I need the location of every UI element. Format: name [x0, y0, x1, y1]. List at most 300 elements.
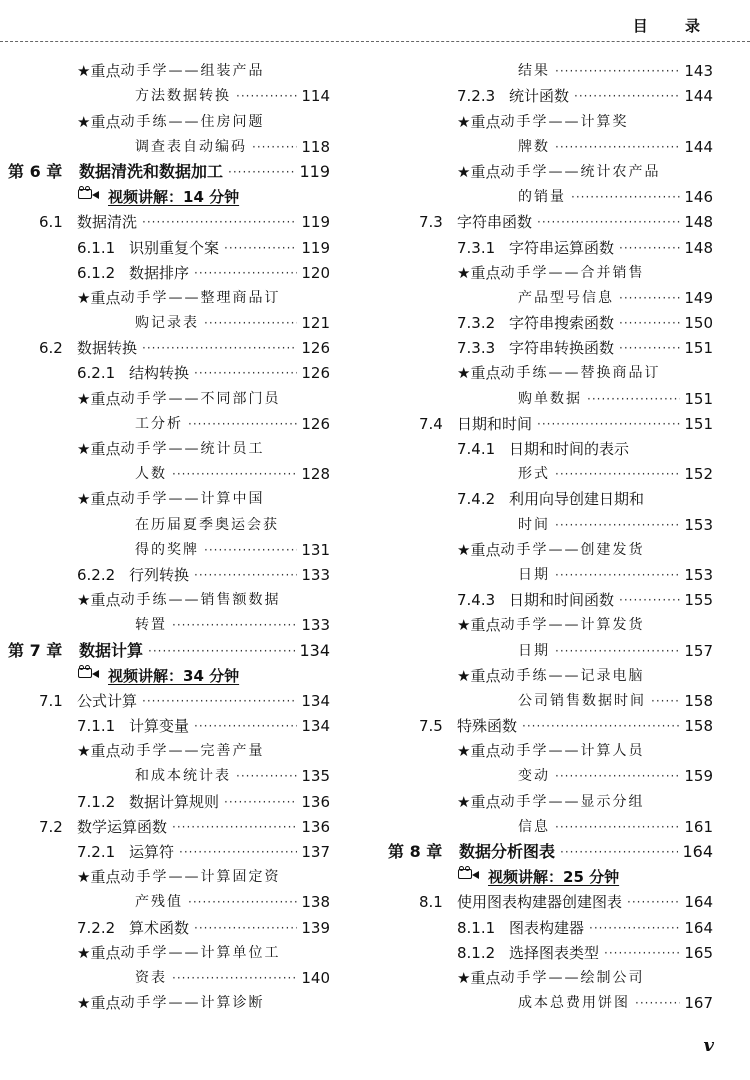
toc-entry-chapter[interactable]	[8, 156, 330, 181]
dot-leader	[228, 163, 295, 181]
key-point-star-label: ★重点	[77, 288, 121, 307]
toc-entry-sub[interactable]	[388, 937, 713, 962]
video-duration-link[interactable]: 视频讲解：25 分钟	[488, 868, 620, 887]
entry-number: 7.4.1	[457, 440, 496, 458]
toc-entry-section[interactable]	[8, 332, 330, 357]
toc-entry-cont[interactable]	[388, 685, 713, 710]
key-point-star-label: ★重点	[77, 62, 121, 81]
dot-leader	[142, 692, 297, 710]
entry-title: 动手学——计算中国	[120, 491, 265, 508]
page-ref: 119	[301, 238, 330, 257]
entry-title: 时间	[518, 516, 550, 533]
entry-title: 动手学——组装产品	[120, 63, 265, 80]
entry-title: 的销量	[518, 189, 566, 206]
video-duration-link[interactable]: 视频讲解：34 分钟	[108, 666, 240, 685]
toc-entry-cont[interactable]	[388, 282, 713, 307]
dot-leader	[574, 87, 680, 105]
entry-title: 公式计算	[77, 691, 138, 710]
dot-leader	[522, 717, 680, 735]
page-number: v	[703, 1035, 714, 1056]
page-ref: 164	[682, 842, 713, 861]
page-ref: 138	[301, 893, 330, 912]
page-ref: 152	[684, 465, 713, 484]
toc-entry-star[interactable]	[8, 105, 330, 130]
header-divider	[0, 41, 750, 42]
toc-entry-cont[interactable]	[388, 382, 713, 407]
page-ref: 119	[299, 161, 330, 181]
entry-number: 7.4.3	[457, 591, 496, 610]
toc-entry-video	[8, 181, 330, 206]
entry-title: 识别重复个案	[129, 238, 220, 257]
toc-entry-cont[interactable]	[8, 80, 330, 105]
toc-entry-star[interactable]	[8, 735, 330, 760]
toc-entry-star[interactable]	[8, 55, 330, 80]
page-ref: 137	[301, 843, 330, 861]
page-ref: 133	[301, 616, 330, 635]
toc-entry-cont[interactable]	[8, 131, 330, 156]
toc-entry-star[interactable]	[388, 156, 713, 181]
key-point-star-label: ★重点	[457, 666, 501, 685]
page-ref: 134	[299, 640, 330, 660]
toc-entry-cont[interactable]	[8, 307, 330, 332]
dot-leader	[604, 944, 680, 962]
entry-title: 动手学——创建发货	[500, 541, 645, 558]
toc-entry-cont[interactable]	[388, 987, 713, 1012]
page-ref: 149	[684, 288, 713, 307]
toc-entry-star[interactable]	[8, 584, 330, 609]
entry-number: 7.1.2	[77, 792, 116, 811]
toc-entry-star[interactable]	[388, 257, 713, 282]
toc-entry-sub[interactable]	[8, 559, 330, 584]
entry-number: 6.1.1	[77, 238, 116, 257]
key-point-star-label: ★重点	[77, 868, 121, 887]
entry-title: 日期和时间	[457, 414, 533, 433]
toc-entry-cont[interactable]	[388, 181, 713, 206]
dot-leader	[555, 566, 680, 584]
entry-title: 购单数据	[518, 390, 582, 407]
entry-number: 第 6 章	[8, 161, 63, 181]
entry-title: 动手练——替换商品订	[500, 365, 661, 382]
dot-leader	[627, 893, 680, 911]
dot-leader	[236, 767, 297, 785]
dot-leader	[194, 364, 297, 382]
key-point-star-label: ★重点	[457, 968, 501, 987]
dot-leader	[589, 919, 680, 937]
page-ref: 121	[301, 314, 330, 333]
page-ref: 164	[684, 918, 713, 937]
entry-title: 变动	[518, 768, 550, 785]
page-ref: 126	[301, 364, 330, 383]
entry-title: 和成本统计表	[135, 768, 231, 785]
page-ref: 150	[684, 314, 713, 333]
toc-entry-section[interactable]	[388, 206, 713, 231]
dot-leader	[188, 893, 297, 911]
page-ref: 139	[301, 918, 330, 937]
entry-number: 6.2	[39, 339, 63, 358]
toc-entry-chapter[interactable]	[8, 634, 330, 659]
entry-title: 字符串搜索函数	[509, 314, 615, 333]
entry-title: 结构转换	[129, 364, 190, 383]
page-ref: 134	[301, 717, 330, 736]
entry-title: 特殊函数	[457, 717, 518, 736]
entry-title: 信息	[518, 818, 550, 835]
toc-entry-section[interactable]	[388, 710, 713, 735]
page-ref: 126	[301, 339, 330, 358]
toc-entry-star[interactable]	[8, 433, 330, 458]
entry-title: 成本总费用饼图	[518, 995, 630, 1012]
entry-title: 选择图表类型	[509, 943, 600, 962]
toc-right-column	[388, 55, 713, 1012]
toc-entry-sub[interactable]	[388, 80, 713, 105]
key-point-star-label: ★重点	[77, 994, 121, 1013]
entry-title: 日期	[518, 566, 550, 583]
toc-entry-star[interactable]	[8, 937, 330, 962]
entry-number: 7.3	[419, 213, 443, 232]
dot-leader	[571, 188, 680, 206]
entry-title: 统计函数	[509, 87, 570, 106]
toc-entry-cont[interactable]	[8, 760, 330, 785]
toc-entry-star[interactable]	[8, 987, 330, 1012]
toc-entry-cont[interactable]	[8, 609, 330, 634]
toc-entry-sub[interactable]	[8, 231, 330, 256]
dot-leader	[619, 339, 680, 357]
entry-title: 日期和时间的表示	[509, 440, 630, 458]
toc-entry-star[interactable]	[388, 735, 713, 760]
entry-number: 8.1.2	[457, 943, 496, 962]
entry-title: 形式	[518, 466, 550, 483]
dot-leader	[204, 541, 297, 559]
page-ref: 153	[684, 565, 713, 584]
key-point-star-label: ★重点	[77, 943, 121, 962]
toc-entry-cont[interactable]	[8, 508, 330, 533]
page-ref: 151	[684, 339, 713, 358]
entry-title: 资表	[135, 969, 167, 986]
entry-title: 动手练——住房问题	[120, 113, 265, 130]
page-ref: 120	[301, 263, 330, 282]
entry-title: 日期	[518, 642, 550, 659]
entry-number: 7.2.2	[77, 918, 116, 937]
entry-title: 数据分析图表	[459, 842, 556, 861]
page-ref: 136	[301, 817, 330, 836]
entry-title: 运算符	[129, 843, 175, 861]
toc-entry-sub[interactable]	[388, 584, 713, 609]
dot-leader	[587, 390, 680, 408]
page-ref: 158	[684, 717, 713, 736]
page-ref: 161	[684, 817, 713, 836]
dot-leader	[619, 314, 680, 332]
toc-entry-star[interactable]	[388, 660, 713, 685]
entry-title: 算术函数	[129, 918, 190, 937]
toc-entry-chapter[interactable]	[388, 836, 713, 861]
toc-entry-cont[interactable]	[8, 408, 330, 433]
page-ref: 151	[684, 414, 713, 433]
entry-title: 使用图表构建器创建图表	[457, 893, 623, 912]
toc-entry-cont[interactable]	[8, 534, 330, 559]
toc-entry-sub[interactable]	[8, 357, 330, 382]
entry-number: 7.1.1	[77, 717, 116, 736]
key-point-star-label: ★重点	[457, 263, 501, 282]
page-ref: 144	[684, 87, 713, 106]
page-ref: 164	[684, 893, 713, 912]
entry-title: 产品型号信息	[518, 289, 614, 306]
toc-entry-star[interactable]	[8, 861, 330, 886]
dot-leader	[560, 843, 678, 861]
page-ref: 134	[301, 691, 330, 710]
toc-entry-sub[interactable]	[388, 332, 713, 357]
dot-leader	[148, 642, 295, 660]
toc-entry-cont[interactable]	[388, 131, 713, 156]
page-ref: 126	[301, 414, 330, 433]
entry-number: 8.1.1	[457, 918, 496, 937]
toc-entry-cont[interactable]	[388, 760, 713, 785]
toc-entry-sub[interactable]	[388, 231, 713, 256]
dot-leader	[142, 213, 297, 231]
entry-title: 数据计算	[79, 640, 144, 660]
dot-leader	[555, 818, 680, 836]
toc-entry-sub[interactable]	[8, 785, 330, 810]
key-point-star-label: ★重点	[77, 440, 121, 458]
entry-number: 7.3.1	[457, 238, 496, 257]
dot-leader	[194, 566, 297, 584]
dot-leader	[224, 239, 297, 257]
video-camera-icon	[458, 866, 480, 886]
page-ref: 144	[684, 137, 713, 156]
key-point-star-label: ★重点	[77, 389, 121, 408]
dot-leader	[142, 339, 297, 357]
page-ref: 148	[684, 238, 713, 257]
key-point-star-label: ★重点	[457, 742, 501, 761]
entry-title: 动手学——合并销售	[500, 264, 645, 281]
entry-title: 人数	[135, 466, 167, 483]
toc-entry-star[interactable]	[388, 609, 713, 634]
toc-entry-sub[interactable]	[8, 911, 330, 936]
entry-title: 结果	[518, 63, 550, 80]
toc-entry-cont[interactable]	[388, 559, 713, 584]
page-ref: 118	[301, 137, 330, 156]
toc-entry-sub[interactable]	[388, 433, 713, 458]
entry-number: 7.3.2	[457, 314, 496, 333]
page-ref: 114	[301, 87, 330, 106]
entry-number: 7.2.1	[77, 843, 116, 861]
toc-entry-star[interactable]	[8, 382, 330, 407]
page-ref: 153	[684, 515, 713, 534]
entry-title: 动手学——计算发货	[500, 617, 645, 634]
key-point-star-label: ★重点	[457, 364, 501, 383]
toc-entry-star[interactable]	[8, 483, 330, 508]
entry-number: 7.3.3	[457, 339, 496, 358]
toc-entry-section[interactable]	[8, 206, 330, 231]
dot-leader	[172, 616, 297, 634]
toc-entry-star[interactable]	[8, 282, 330, 307]
page-ref: 157	[684, 641, 713, 660]
dot-leader	[555, 465, 680, 483]
key-point-star-label: ★重点	[457, 112, 501, 131]
toc-entry-sub[interactable]	[388, 307, 713, 332]
page-ref: 133	[301, 565, 330, 584]
toc-entry-cont[interactable]	[388, 508, 713, 533]
dot-leader	[555, 642, 680, 660]
dot-leader	[555, 516, 680, 534]
toc-entry-cont[interactable]	[8, 886, 330, 911]
entry-title: 日期和时间函数	[509, 591, 615, 610]
dot-leader	[194, 717, 297, 735]
page-ref: 140	[301, 968, 330, 987]
entry-number: 6.1.2	[77, 263, 116, 282]
entry-number: 7.4	[419, 414, 443, 433]
entry-title: 动手学——整理商品订	[120, 289, 281, 306]
dot-leader	[252, 138, 297, 156]
entry-title: 得的奖牌	[135, 541, 199, 558]
toc-entry-sub[interactable]	[8, 257, 330, 282]
toc-entry-cont[interactable]	[388, 55, 713, 80]
page-ref: 143	[684, 62, 713, 81]
page-ref: 159	[684, 767, 713, 786]
entry-title: 数据计算规则	[129, 792, 220, 811]
toc-entry-star[interactable]	[388, 962, 713, 987]
dot-leader	[619, 289, 680, 307]
page-ref: 158	[684, 691, 713, 710]
toc-entry-cont[interactable]	[8, 458, 330, 483]
dot-leader	[635, 994, 680, 1012]
entry-title: 行列转换	[129, 565, 190, 584]
toc-entry-section[interactable]	[388, 886, 713, 911]
entry-title: 利用向导创建日期和	[509, 490, 645, 509]
entry-title: 产残值	[135, 894, 183, 911]
entry-title: 动手学——统计员工	[120, 441, 265, 457]
entry-number: 6.2.1	[77, 364, 116, 383]
key-point-star-label: ★重点	[457, 616, 501, 635]
dot-leader	[172, 818, 297, 836]
toc-entry-section[interactable]	[8, 811, 330, 836]
toc-entry-section[interactable]	[8, 685, 330, 710]
entry-number: 7.1	[39, 691, 63, 710]
toc-entry-section[interactable]	[388, 408, 713, 433]
entry-number: 8.1	[419, 893, 443, 912]
toc-entry-cont[interactable]	[388, 458, 713, 483]
page-ref: 131	[301, 540, 330, 559]
page-ref: 165	[684, 943, 713, 962]
page-ref: 151	[684, 389, 713, 408]
entry-title: 动手学——计算奖	[500, 113, 629, 130]
key-point-star-label: ★重点	[77, 112, 121, 131]
toc-entry-cont[interactable]	[388, 634, 713, 659]
entry-number: 7.2	[39, 817, 63, 836]
dot-leader	[236, 87, 297, 105]
entry-title: 数据清洗和数据加工	[79, 161, 224, 181]
page-ref: 148	[684, 213, 713, 232]
running-header-title: 目 录	[632, 17, 716, 35]
entry-title: 转置	[135, 617, 167, 634]
entry-title: 动手学——不同部门员	[120, 390, 281, 407]
toc-entry-star[interactable]	[388, 357, 713, 382]
video-duration-link[interactable]: 视频讲解：14 分钟	[108, 188, 240, 207]
toc-entry-star[interactable]	[388, 534, 713, 559]
entry-title: 动手学——计算固定资	[120, 869, 281, 886]
page-ref: 167	[684, 994, 713, 1013]
toc-entry-star[interactable]	[388, 785, 713, 810]
entry-title: 在历届夏季奥运会获	[135, 516, 279, 533]
page-ref: 135	[301, 767, 330, 786]
dot-leader	[172, 465, 297, 483]
key-point-star-label: ★重点	[77, 742, 121, 761]
entry-title: 公司销售数据时间	[518, 692, 646, 709]
toc-entry-sub[interactable]	[8, 836, 330, 861]
entry-title: 字符串运算函数	[509, 238, 615, 257]
dot-leader	[194, 264, 297, 282]
dot-leader	[194, 919, 297, 937]
entry-number: 7.2.3	[457, 87, 496, 106]
toc-entry-cont[interactable]	[388, 811, 713, 836]
key-point-star-label: ★重点	[457, 540, 501, 559]
page-ref: 146	[684, 188, 713, 207]
entry-number: 6.1	[39, 213, 63, 232]
toc-entry-sub[interactable]	[388, 483, 713, 508]
dot-leader	[619, 591, 680, 609]
key-point-star-label: ★重点	[77, 591, 121, 610]
entry-title: 字符串转换函数	[509, 339, 615, 358]
dot-leader	[555, 62, 680, 80]
dot-leader	[651, 692, 680, 710]
dot-leader	[555, 138, 680, 156]
entry-title: 动手学——完善产量	[120, 743, 265, 760]
key-point-star-label: ★重点	[457, 162, 501, 181]
dot-leader	[224, 793, 297, 811]
dot-leader	[555, 767, 680, 785]
page-ref: 128	[301, 465, 330, 484]
entry-title: 计算变量	[129, 717, 190, 736]
entry-title: 调查表自动编码	[135, 138, 247, 155]
dot-leader	[188, 415, 297, 433]
entry-title: 动手学——计算诊断	[120, 995, 265, 1012]
entry-title: 动手学——显示分组	[500, 793, 645, 810]
entry-number: 第 7 章	[8, 640, 63, 660]
entry-title: 动手练——记录电脑	[500, 667, 645, 684]
entry-title: 动手学——计算单位工	[120, 944, 281, 961]
toc-entry-video	[8, 660, 330, 685]
entry-title: 工分析	[135, 415, 183, 432]
entry-number: 6.2.2	[77, 565, 116, 584]
entry-number: 7.4.2	[457, 490, 496, 509]
entry-title: 动手学——绘制公司	[500, 969, 645, 986]
toc-entry-sub[interactable]	[8, 710, 330, 735]
entry-title: 数据排序	[129, 263, 190, 282]
dot-leader	[204, 314, 297, 332]
entry-title: 数据清洗	[77, 213, 138, 232]
dot-leader	[537, 415, 680, 433]
toc-left-column	[8, 55, 330, 1012]
dot-leader	[179, 843, 297, 861]
entry-title: 购记录表	[135, 315, 199, 332]
entry-title: 动手学——统计农产品	[500, 163, 661, 180]
page-ref: 155	[684, 591, 713, 610]
page-ref: 136	[301, 792, 330, 811]
entry-title: 字符串函数	[457, 213, 533, 232]
entry-title: 动手练——销售额数据	[120, 592, 281, 609]
page-ref: 119	[301, 213, 330, 232]
dot-leader	[172, 969, 297, 987]
entry-title: 动手学——计算人员	[500, 743, 645, 760]
video-camera-icon	[78, 186, 100, 206]
toc-entry-star[interactable]	[388, 105, 713, 130]
entry-title: 数据转换	[77, 339, 138, 358]
key-point-star-label: ★重点	[457, 792, 501, 811]
entry-number: 第 8 章	[388, 842, 443, 861]
toc-entry-cont[interactable]	[8, 962, 330, 987]
entry-title: 图表构建器	[509, 918, 585, 937]
entry-number: 7.5	[419, 717, 443, 736]
toc-entry-sub[interactable]	[388, 911, 713, 936]
key-point-star-label: ★重点	[77, 490, 121, 509]
